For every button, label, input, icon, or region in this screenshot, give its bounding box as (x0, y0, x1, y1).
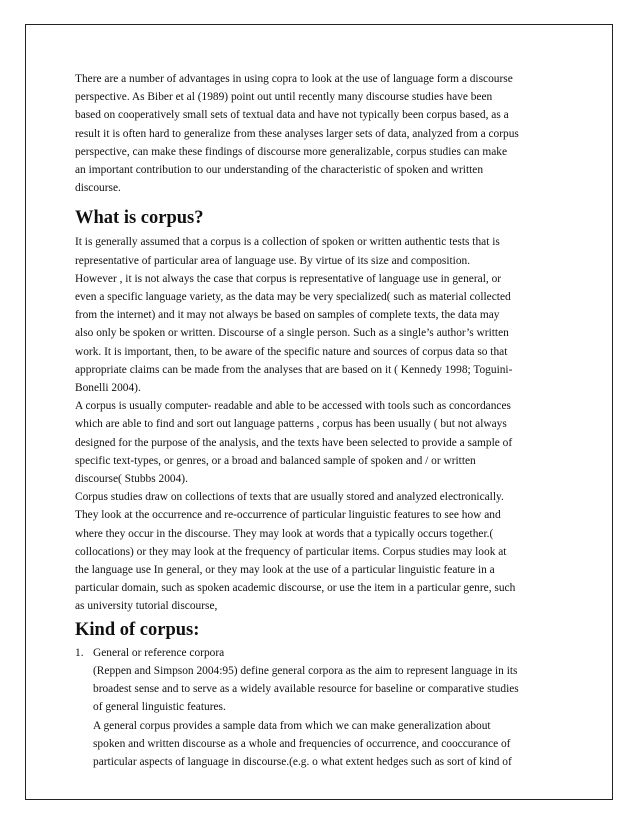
text-line: based on cooperatively small sets of textual data and have not typically been corpus based, as a (75, 109, 509, 122)
corpus-paragraph-1 (75, 233, 567, 397)
text-line: Bonelli 2004). (75, 382, 141, 395)
text-line: work. It is important, then, to be aware of the specific nature and sources of corpus data so that (75, 345, 508, 358)
text-line: It is generally assumed that a corpus is a collection of spoken or written authentic tests that is (75, 236, 500, 249)
list-item (75, 644, 567, 771)
text-line: even a specific language variety, as the data may be very specialized( such as material collected (75, 291, 511, 304)
text-line: from the internet) and it may not always be based on samples of complete texts, the data may (75, 309, 500, 322)
corpus-kinds-list (75, 644, 567, 771)
text-line: also only be spoken or written. Discourse of a single person. Such as a single’s author’s written (75, 327, 509, 340)
text-line: designed for the purpose of the analysis, and the texts have been selected to provide a sample of (75, 436, 513, 449)
text-line: where they occur in the discourse. They may look at words that a typically occurs together.( (75, 527, 494, 540)
text-line: particular domain, such as spoken academic discourse, or use the item in a particular genre, such (75, 582, 516, 595)
text-line: appropriate claims can be made from the analyses that are based on it ( Kennedy 1998; Toguini- (75, 363, 513, 376)
text-line: However , it is not always the case that corpus is representative of language use in general, or (75, 272, 502, 285)
text-line: representative of particular area of language use. By virtue of its size and composition. (75, 254, 471, 267)
text-line: broadest sense and to serve as a widely available resource for baseline or comparative studies (93, 683, 519, 696)
heading-kind-of-corpus: Kind of corpus: (75, 619, 200, 640)
list-item-number: 1. (75, 646, 84, 659)
text-line: They look at the occurrence and re-occurrence of particular linguistic features to see how and (75, 509, 501, 522)
text-line: collocations) or they may look at the frequency of particular items. Corpus studies may look at (75, 545, 507, 558)
text-line: spoken and written discourse as a whole and frequencies of occurrence, and cooccurance of (93, 737, 511, 750)
text-line: particular aspects of language in discourse.(e.g. o what extent hedges such as sort of kind of (93, 755, 512, 768)
text-line: the language use In general, or they may look at the use of a particular linguistic feature in a (75, 564, 495, 577)
corpus-paragraph-2 (75, 397, 567, 488)
intro-paragraph (75, 70, 567, 197)
text-line: specific text-types, or genres, or a broad and balanced sample of spoken and / or written (75, 454, 476, 467)
text-line: perspective, can make these findings of discourse more generalizable, corpus studies can make (75, 145, 508, 158)
text-line: discourse( Stubbs 2004). (75, 473, 188, 486)
list-item-title: General or reference corpora (93, 646, 225, 659)
text-line: Corpus studies draw on collections of texts that are usually stored and analyzed electronically. (75, 491, 504, 504)
heading-what-is-corpus: What is corpus? (75, 208, 204, 229)
text-line: A general corpus provides a sample data from which we can make generalization about (93, 719, 491, 732)
text-line: perspective. As Biber et al (1989) point out until recently many discourse studies have been (75, 91, 493, 104)
text-line: (Reppen and Simpson 2004:95) define general corpora as the aim to represent language in its (93, 664, 518, 677)
text-line: an important contribution to our understanding of the characteristic of spoken and written (75, 164, 484, 177)
corpus-paragraph-3 (75, 488, 567, 615)
text-line: result it is often hard to generalize from these analyses larger sets of data, analyzed from a corpus (75, 127, 519, 140)
text-line: of general linguistic features. (93, 701, 226, 714)
text-line: There are a number of advantages in using copra to look at the use of language form a discourse (75, 73, 513, 85)
text-line: as university tutorial discourse, (75, 600, 218, 613)
text-line: discourse. (75, 182, 121, 195)
text-line: A corpus is usually computer- readable and able to be accessed with tools such as concordances (75, 400, 511, 413)
text-line: which are able to find and sort out language patterns , corpus has been usually ( but not always (75, 418, 507, 431)
document-body (75, 70, 567, 771)
